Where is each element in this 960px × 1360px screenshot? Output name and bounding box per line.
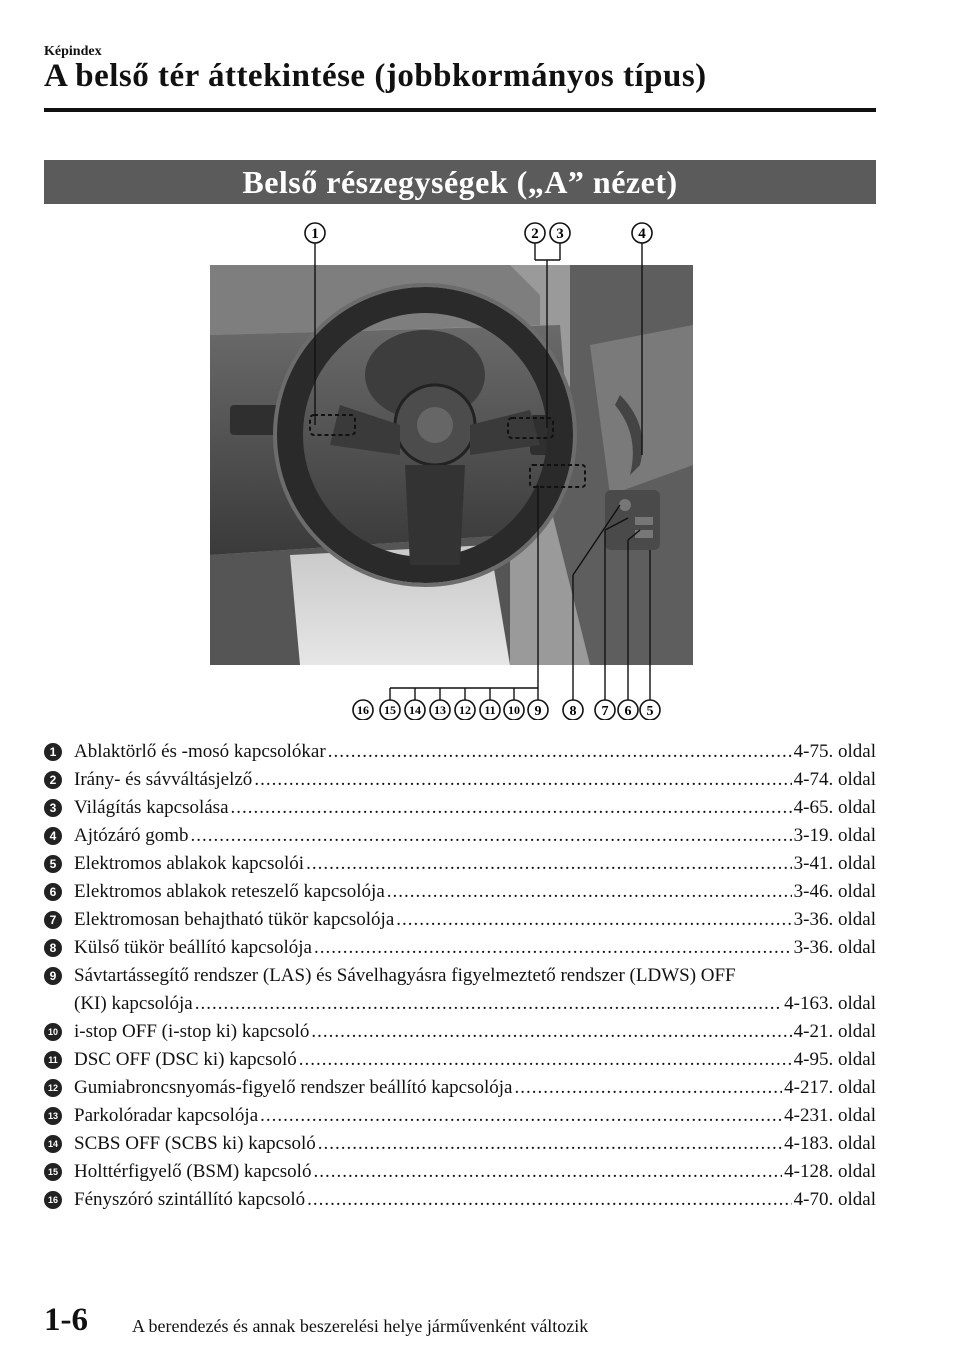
page-ref[interactable]: 4-65. oldal: [793, 797, 876, 818]
item-label: Ajtózáró gomb: [74, 825, 189, 846]
item-label: Elektromosan behajtható tükör kapcsolója: [74, 909, 395, 930]
list-item: [44, 1074, 876, 1102]
item-label: Parkolóradar kapcsolója: [74, 1105, 259, 1126]
list-item: [44, 1046, 876, 1074]
item-label: Elektromos ablakok kapcsolói: [74, 853, 305, 874]
callout-15: [380, 700, 400, 720]
item-label-continued: (KI) kapcsolója: [74, 993, 193, 1014]
callout-14-label: 14: [409, 703, 421, 717]
list-item: [44, 738, 876, 766]
callout-9: [528, 700, 548, 720]
page-ref[interactable]: 3-19. oldal: [793, 825, 876, 846]
section-label: Képindex: [44, 44, 102, 59]
page-ref[interactable]: 4-74. oldal: [793, 769, 876, 790]
callout-2: [525, 223, 545, 243]
callout-6-label: 6: [624, 704, 632, 719]
section-banner: Belső részegységek („A” nézet): [44, 160, 876, 204]
component-list: [44, 738, 876, 1214]
footer-note: A berendezés és annak beszerelési helye járművenként változik: [132, 1316, 589, 1336]
callout-7: [595, 700, 615, 720]
callout-8: [563, 700, 583, 720]
callout-5-label: 5: [646, 704, 654, 719]
callout-5: [640, 700, 660, 720]
list-item: [44, 1018, 876, 1046]
page-ref[interactable]: 4-128. oldal: [784, 1161, 876, 1182]
item-number: 12: [44, 1079, 62, 1097]
page-ref[interactable]: 3-41. oldal: [793, 853, 876, 874]
page-ref[interactable]: 4-75. oldal: [793, 741, 876, 762]
item-number: 15: [44, 1163, 62, 1181]
list-item: [44, 934, 876, 962]
callout-4-label: 4: [638, 226, 646, 242]
item-number: 6: [44, 883, 62, 901]
callout-9-label: 9: [534, 704, 542, 719]
title-rule: [44, 108, 876, 112]
callout-3: [550, 223, 570, 243]
callout-4: [632, 223, 652, 243]
page-ref[interactable]: 4-183. oldal: [784, 1133, 876, 1154]
item-label: Irány- és sávváltásjelző: [74, 769, 253, 790]
callout-16: [353, 700, 373, 720]
callout-10-label: 10: [508, 703, 520, 717]
item-label: Ablaktörlő és -mosó kapcsolókar: [74, 741, 326, 762]
list-item: [44, 766, 876, 794]
item-number: 13: [44, 1107, 62, 1125]
page-ref[interactable]: 3-36. oldal: [793, 909, 876, 930]
callout-1-label: 1: [311, 226, 319, 242]
callout-13: [430, 700, 450, 720]
item-number: 9: [44, 967, 62, 985]
callout-2-label: 2: [531, 226, 539, 242]
page-ref[interactable]: 4-163. oldal: [784, 993, 876, 1014]
page-ref[interactable]: 4-21. oldal: [793, 1021, 876, 1042]
callout-markers: [305, 223, 652, 243]
item-label: Elektromos ablakok reteszelő kapcsolója: [74, 881, 385, 902]
item-number: 11: [44, 1051, 62, 1069]
list-item: [44, 850, 876, 878]
list-item: [44, 906, 876, 934]
callout-11: [480, 700, 500, 720]
callout-15-label: 15: [384, 703, 396, 717]
item-number: 8: [44, 939, 62, 957]
callout-6: [618, 700, 638, 720]
interior-figure: [200, 220, 720, 720]
list-item: [44, 1186, 876, 1214]
callout-13-label: 13: [434, 703, 446, 717]
item-number: 3: [44, 799, 62, 817]
callout-leaders: [200, 220, 720, 720]
callout-11-label: 11: [484, 703, 496, 717]
item-number: 4: [44, 827, 62, 845]
page-ref[interactable]: 4-217. oldal: [784, 1077, 876, 1098]
item-number: 10: [44, 1023, 62, 1041]
callout-12: [455, 700, 475, 720]
page-number: 1-6: [44, 1302, 88, 1338]
list-item: [44, 822, 876, 850]
callout-1: [305, 223, 325, 243]
callout-8-label: 8: [569, 704, 577, 719]
item-label: Sávtartássegítő rendszer (LAS) és Sávelhagyásra figyelmeztető rendszer (LDWS) OFF: [74, 965, 736, 986]
item-label: Világítás kapcsolása: [74, 797, 229, 818]
page-ref[interactable]: 4-95. oldal: [793, 1049, 876, 1070]
list-item: [44, 1130, 876, 1158]
callout-7-label: 7: [601, 704, 609, 719]
callout-12-label: 12: [459, 703, 471, 717]
callout-3-label: 3: [556, 226, 564, 242]
page-ref[interactable]: 4-70. oldal: [793, 1189, 876, 1210]
callout-markers-bottom: [353, 700, 660, 720]
item-number: 14: [44, 1135, 62, 1153]
list-item: [44, 878, 876, 906]
item-label: i-stop OFF (i-stop ki) kapcsoló: [74, 1021, 310, 1042]
page-ref[interactable]: 4-231. oldal: [784, 1105, 876, 1126]
item-label: Fényszóró szintállító kapcsoló: [74, 1189, 306, 1210]
item-number: 1: [44, 743, 62, 761]
list-item: [44, 1102, 876, 1130]
item-label: Holttérfigyelő (BSM) kapcsoló: [74, 1161, 312, 1182]
item-label: Külső tükör beállító kapcsolója: [74, 937, 312, 958]
item-label: Gumiabroncsnyomás-figyelő rendszer beállító kapcsolója: [74, 1077, 513, 1098]
callout-14: [405, 700, 425, 720]
callout-16-label: 16: [357, 703, 369, 717]
item-number: 5: [44, 855, 62, 873]
item-number: 7: [44, 911, 62, 929]
item-label: SCBS OFF (SCBS ki) kapcsoló: [74, 1133, 316, 1154]
page-ref[interactable]: 3-36. oldal: [793, 937, 876, 958]
list-item: [44, 1158, 876, 1186]
callout-10: [504, 700, 524, 720]
page-ref[interactable]: 3-46. oldal: [793, 881, 876, 902]
list-item: [44, 794, 876, 822]
page-title: A belső tér áttekintése (jobbkormányos típus): [44, 58, 707, 94]
list-item: [44, 962, 876, 1018]
item-label: DSC OFF (DSC ki) kapcsoló: [74, 1049, 297, 1070]
item-number: 2: [44, 771, 62, 789]
item-number: 16: [44, 1191, 62, 1209]
